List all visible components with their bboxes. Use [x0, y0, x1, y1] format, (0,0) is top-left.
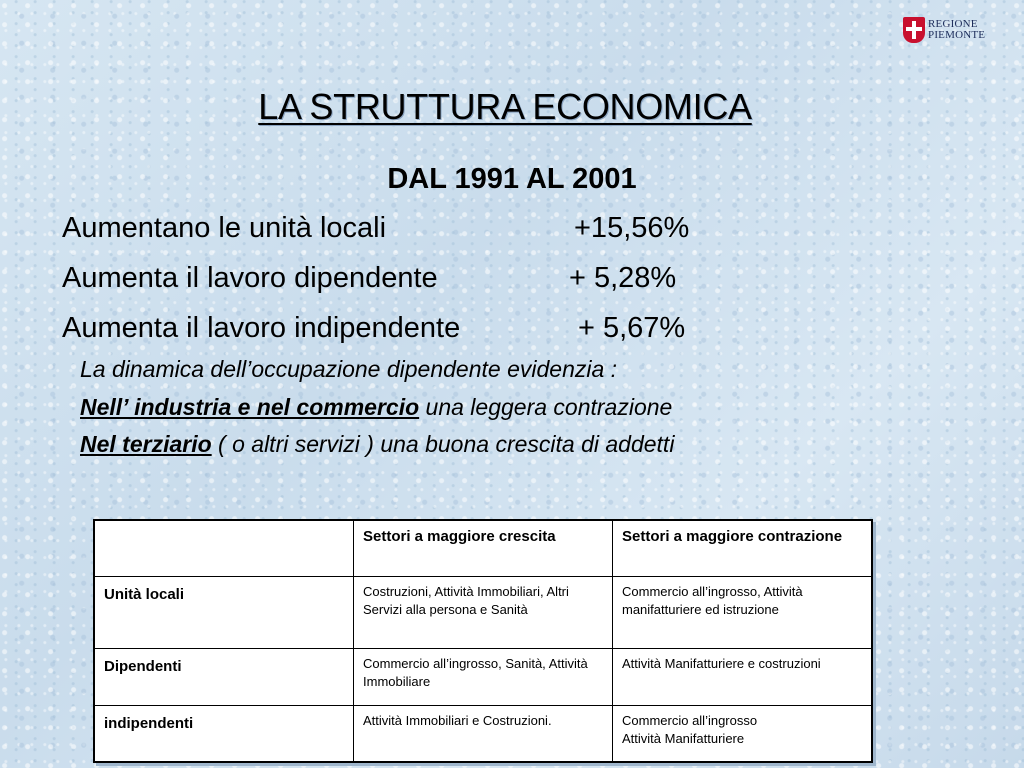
contraction-cell: Commercio all’ingrosso, Attività manifatturiere ed istruzione — [613, 576, 873, 648]
note-industry — [80, 394, 672, 421]
growth-cell: Costruzioni, Attività Immobiliari, Altri Servizi alla persona e Sanità — [354, 576, 613, 648]
stat-label: Aumenta il lavoro indipendente — [62, 312, 461, 344]
cross-shield-icon — [903, 17, 925, 43]
stat-employees — [62, 262, 677, 295]
contraction-line: Attività Manifatturiere — [622, 730, 745, 746]
logo-line-2: PIEMONTE — [928, 29, 986, 41]
logo-line-1: REGIONE — [928, 18, 978, 30]
contraction-line: Commercio all’ingrosso — [622, 712, 758, 728]
stat-self-employed — [62, 312, 686, 345]
header-growth: Settori a maggiore crescita — [354, 520, 613, 576]
slide-subtitle: DAL 1991 AL 2001 — [387, 163, 637, 195]
stat-value: + 5,28% — [569, 262, 677, 294]
stat-local-units — [62, 212, 690, 245]
stat-label: Aumenta il lavoro dipendente — [62, 262, 438, 294]
growth-cell: Commercio all’ingrosso, Sanità, Attività Immobiliare — [354, 648, 613, 705]
row-label: Dipendenti — [94, 648, 354, 705]
contraction-cell — [613, 705, 873, 762]
table-row — [94, 705, 872, 762]
note-intro: La dinamica dell’occupazione dipendente evidenzia : — [80, 356, 618, 382]
note-tertiary-strong: Nel terziario — [80, 431, 212, 457]
note-tertiary — [80, 431, 674, 458]
table-header-row — [94, 520, 872, 576]
note-tertiary-rest: ( o altri servizi ) una buona crescita di addetti — [211, 431, 675, 457]
table-row — [94, 576, 872, 648]
sectors-table — [93, 519, 873, 763]
stat-value: + 5,67% — [578, 312, 686, 344]
note-industry-rest: una leggera contrazione — [419, 394, 673, 420]
header-contraction: Settori a maggiore contrazione — [613, 520, 873, 576]
growth-cell: Attività Immobiliari e Costruzioni. — [354, 705, 613, 762]
header-empty-cell — [94, 520, 354, 576]
contraction-cell: Attività Manifatturiere e costruzioni — [613, 648, 873, 705]
table-row — [94, 648, 872, 705]
logo-text — [928, 19, 985, 41]
regione-piemonte-logo — [903, 16, 993, 44]
slide-title: LA STRUTTURA ECONOMICA — [258, 86, 752, 127]
note-industry-strong: Nell’ industria e nel commercio — [80, 394, 420, 420]
row-label: indipendenti — [94, 705, 354, 762]
stat-value: +15,56% — [574, 212, 690, 244]
stat-label: Aumentano le unità locali — [62, 212, 387, 244]
row-label: Unità locali — [94, 576, 354, 648]
